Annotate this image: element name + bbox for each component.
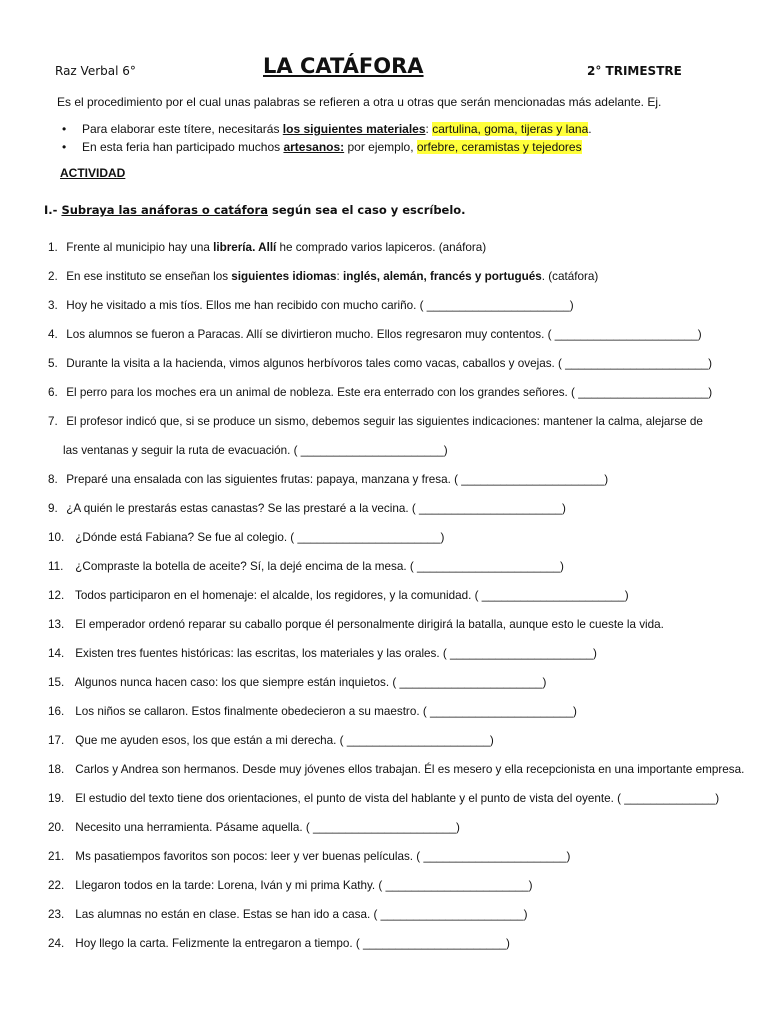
exercise-item bbox=[48, 850, 748, 879]
exercise-item bbox=[48, 328, 748, 357]
item-text: Que me ayuden esos, los que están a mi derecha. ( ______________________) bbox=[75, 734, 494, 747]
exercise-item bbox=[48, 821, 748, 850]
exercise-item bbox=[48, 299, 748, 328]
item-text: Frente al municipio hay una bbox=[66, 241, 214, 254]
exercise-item bbox=[48, 676, 748, 705]
item-text: Los alumnos se fueron a Paracas. Allí se divirtieron mucho. Ellos regresaron muy contentos. ( ______________________) bbox=[66, 328, 702, 341]
exercise-item bbox=[48, 618, 748, 647]
item-number: 20. bbox=[48, 821, 65, 834]
item-text: Necesito una herramienta. Pásame aquella. ( ______________________) bbox=[75, 821, 460, 834]
item-bold: Allí bbox=[258, 241, 277, 254]
item-bold-sep: . bbox=[252, 241, 259, 254]
item-number: 15. bbox=[48, 676, 65, 689]
activity-heading: ACTIVIDAD bbox=[60, 166, 126, 180]
item-text: El perro para los moches era un animal de nobleza. Este era enterrado con los grandes señores. ( ____________________) bbox=[66, 386, 713, 399]
item-text: El emperador ordenó reparar su caballo porque él personalmente dirigirá la batalla, aunque esto le cueste la vida. bbox=[75, 618, 664, 631]
term-label: 2° TRIMESTRE bbox=[587, 64, 682, 78]
item-text: Durante la visita a la hacienda, vimos algunos herbívoros tales como vacas, caballos y ovejas. ( ______________________) bbox=[66, 357, 713, 370]
exercise-item bbox=[48, 792, 748, 821]
exercise-item bbox=[48, 908, 748, 937]
example-highlight: cartulina, goma, tijeras y lana bbox=[432, 122, 589, 136]
item-number: 1. bbox=[48, 241, 58, 254]
item-text: Carlos y Andrea son hermanos. Desde muy jóvenes ellos trabajan. Él es mesero y ella recepcionista en una importante empresa. bbox=[75, 763, 745, 776]
item-text: Los niños se callaron. Estos finalmente obedecieron a su maestro. ( ______________________) bbox=[75, 705, 577, 718]
example-item bbox=[62, 122, 592, 136]
item-text: ¿A quién le prestarás estas canastas? Se las prestaré a la vecina. ( ______________________) bbox=[66, 502, 566, 515]
section-underlined: Subraya las anáforas o catáfora bbox=[61, 203, 268, 217]
exercise-item bbox=[48, 415, 748, 444]
item-text: ¿Dónde está Fabiana? Se fue al colegio. ( ______________________) bbox=[75, 531, 445, 544]
exercise-item bbox=[48, 502, 748, 531]
item-number: 13. bbox=[48, 618, 65, 631]
subject-label: Raz Verbal 6° bbox=[55, 64, 136, 78]
exercise-item bbox=[48, 589, 748, 618]
example-emphasis: artesanos: bbox=[283, 140, 345, 154]
item-number: 2. bbox=[48, 270, 58, 283]
bullet-icon: • bbox=[62, 122, 67, 136]
exercise-item bbox=[48, 879, 748, 908]
exercise-list bbox=[48, 241, 748, 966]
item-text: Preparé una ensalada con las siguientes frutas: papaya, manzana y fresa. ( ______________________) bbox=[66, 473, 609, 486]
section-prefix: I.- bbox=[44, 203, 62, 217]
item-text: Algunos nunca hacen caso: los que siempre están inquietos. ( ______________________) bbox=[74, 676, 547, 689]
item-number: 6. bbox=[48, 386, 58, 399]
exercise-item-continuation bbox=[48, 444, 748, 473]
item-text: En ese instituto se enseñan los bbox=[66, 270, 232, 283]
item-number: 22. bbox=[48, 879, 65, 892]
exercise-item bbox=[48, 705, 748, 734]
item-sep: : bbox=[336, 270, 343, 283]
item-text: El estudio del texto tiene dos orientaciones, el punto de vista del hablante y el punto de vista del oyente. ( ______________) bbox=[75, 792, 720, 805]
section-rest: según sea el caso y escríbelo. bbox=[268, 203, 466, 217]
item-text: . (catáfora) bbox=[541, 270, 599, 283]
item-text: Existen tres fuentes históricas: las escritas, los materiales y las orales. ( ______________________) bbox=[75, 647, 597, 660]
exercise-item bbox=[48, 763, 748, 792]
item-text: Hoy llego la carta. Felizmente la entregaron a tiempo. ( ______________________) bbox=[75, 937, 510, 950]
example-end: . bbox=[588, 122, 592, 136]
example-separator: : bbox=[425, 122, 433, 136]
exercise-item bbox=[48, 386, 748, 415]
item-text: he comprado varios lapiceros. (anáfora) bbox=[276, 241, 487, 254]
item-text: Ms pasatiempos favoritos son pocos: leer y ver buenas películas. ( ______________________) bbox=[75, 850, 571, 863]
section-instructions bbox=[44, 203, 466, 217]
page-title: LA CATÁFORA bbox=[263, 54, 424, 78]
item-number: 11. bbox=[48, 560, 64, 573]
item-text: Las alumnas no están en clase. Estas se han ido a casa. ( ______________________) bbox=[75, 908, 528, 921]
exercise-item bbox=[48, 734, 748, 763]
item-number: 7. bbox=[48, 415, 58, 428]
item-number: 10. bbox=[48, 531, 65, 544]
item-number: 16. bbox=[48, 705, 65, 718]
exercise-item bbox=[48, 270, 748, 299]
item-number: 4. bbox=[48, 328, 58, 341]
exercise-item bbox=[48, 647, 748, 676]
item-text: Hoy he visitado a mis tíos. Ellos me han recibido con mucho cariño. ( ______________________) bbox=[66, 299, 574, 312]
exercise-item bbox=[48, 531, 748, 560]
item-text: Todos participaron en el homenaje: el alcalde, los regidores, y la comunidad. ( ______________________) bbox=[75, 589, 629, 602]
example-emphasis: los siguientes materiales bbox=[282, 122, 426, 136]
item-number: 8. bbox=[48, 473, 58, 486]
exercise-item bbox=[48, 241, 748, 270]
example-text: Para elaborar este títere, necesitarás bbox=[82, 122, 283, 136]
item-number: 3. bbox=[48, 299, 58, 312]
item-text: El profesor indicó que, si se produce un sismo, debemos seguir las siguientes indicaciones: mantener la calma, alejarse de bbox=[66, 415, 703, 428]
item-number: 14. bbox=[48, 647, 65, 660]
exercise-item bbox=[48, 560, 748, 589]
bullet-icon: • bbox=[62, 140, 67, 154]
example-item bbox=[62, 140, 582, 154]
exercise-item bbox=[48, 357, 748, 386]
item-number: 12. bbox=[48, 589, 65, 602]
item-number: 5. bbox=[48, 357, 58, 370]
item-text: las ventanas y seguir la ruta de evacuación. ( ______________________) bbox=[63, 444, 448, 457]
item-number: 9. bbox=[48, 502, 58, 515]
item-text: ¿Compraste la botella de aceite? Sí, la dejé encima de la mesa. ( ______________________) bbox=[75, 560, 564, 573]
item-number: 17. bbox=[48, 734, 65, 747]
exercise-item bbox=[48, 937, 748, 966]
item-text: Llegaron todos en la tarde: Lorena, Iván y mi prima Kathy. ( ______________________) bbox=[75, 879, 533, 892]
item-number: 23. bbox=[48, 908, 65, 921]
example-separator: por ejemplo, bbox=[344, 140, 417, 154]
item-number: 18. bbox=[48, 763, 65, 776]
item-bold: inglés, alemán, francés y portugués bbox=[343, 270, 542, 283]
definition-text: Es el procedimiento por el cual unas palabras se refieren a otra u otras que serán mencionadas más adelante. Ej. bbox=[57, 95, 662, 109]
item-number: 21. bbox=[48, 850, 65, 863]
exercise-item bbox=[48, 473, 748, 502]
item-number: 24. bbox=[48, 937, 65, 950]
example-highlight: orfebre, ceramistas y tejedores bbox=[416, 140, 582, 154]
example-text: En esta feria han participado muchos bbox=[82, 140, 284, 154]
item-number: 19. bbox=[48, 792, 65, 805]
item-bold: siguientes idiomas bbox=[231, 270, 337, 283]
item-bold: librería bbox=[213, 241, 253, 254]
